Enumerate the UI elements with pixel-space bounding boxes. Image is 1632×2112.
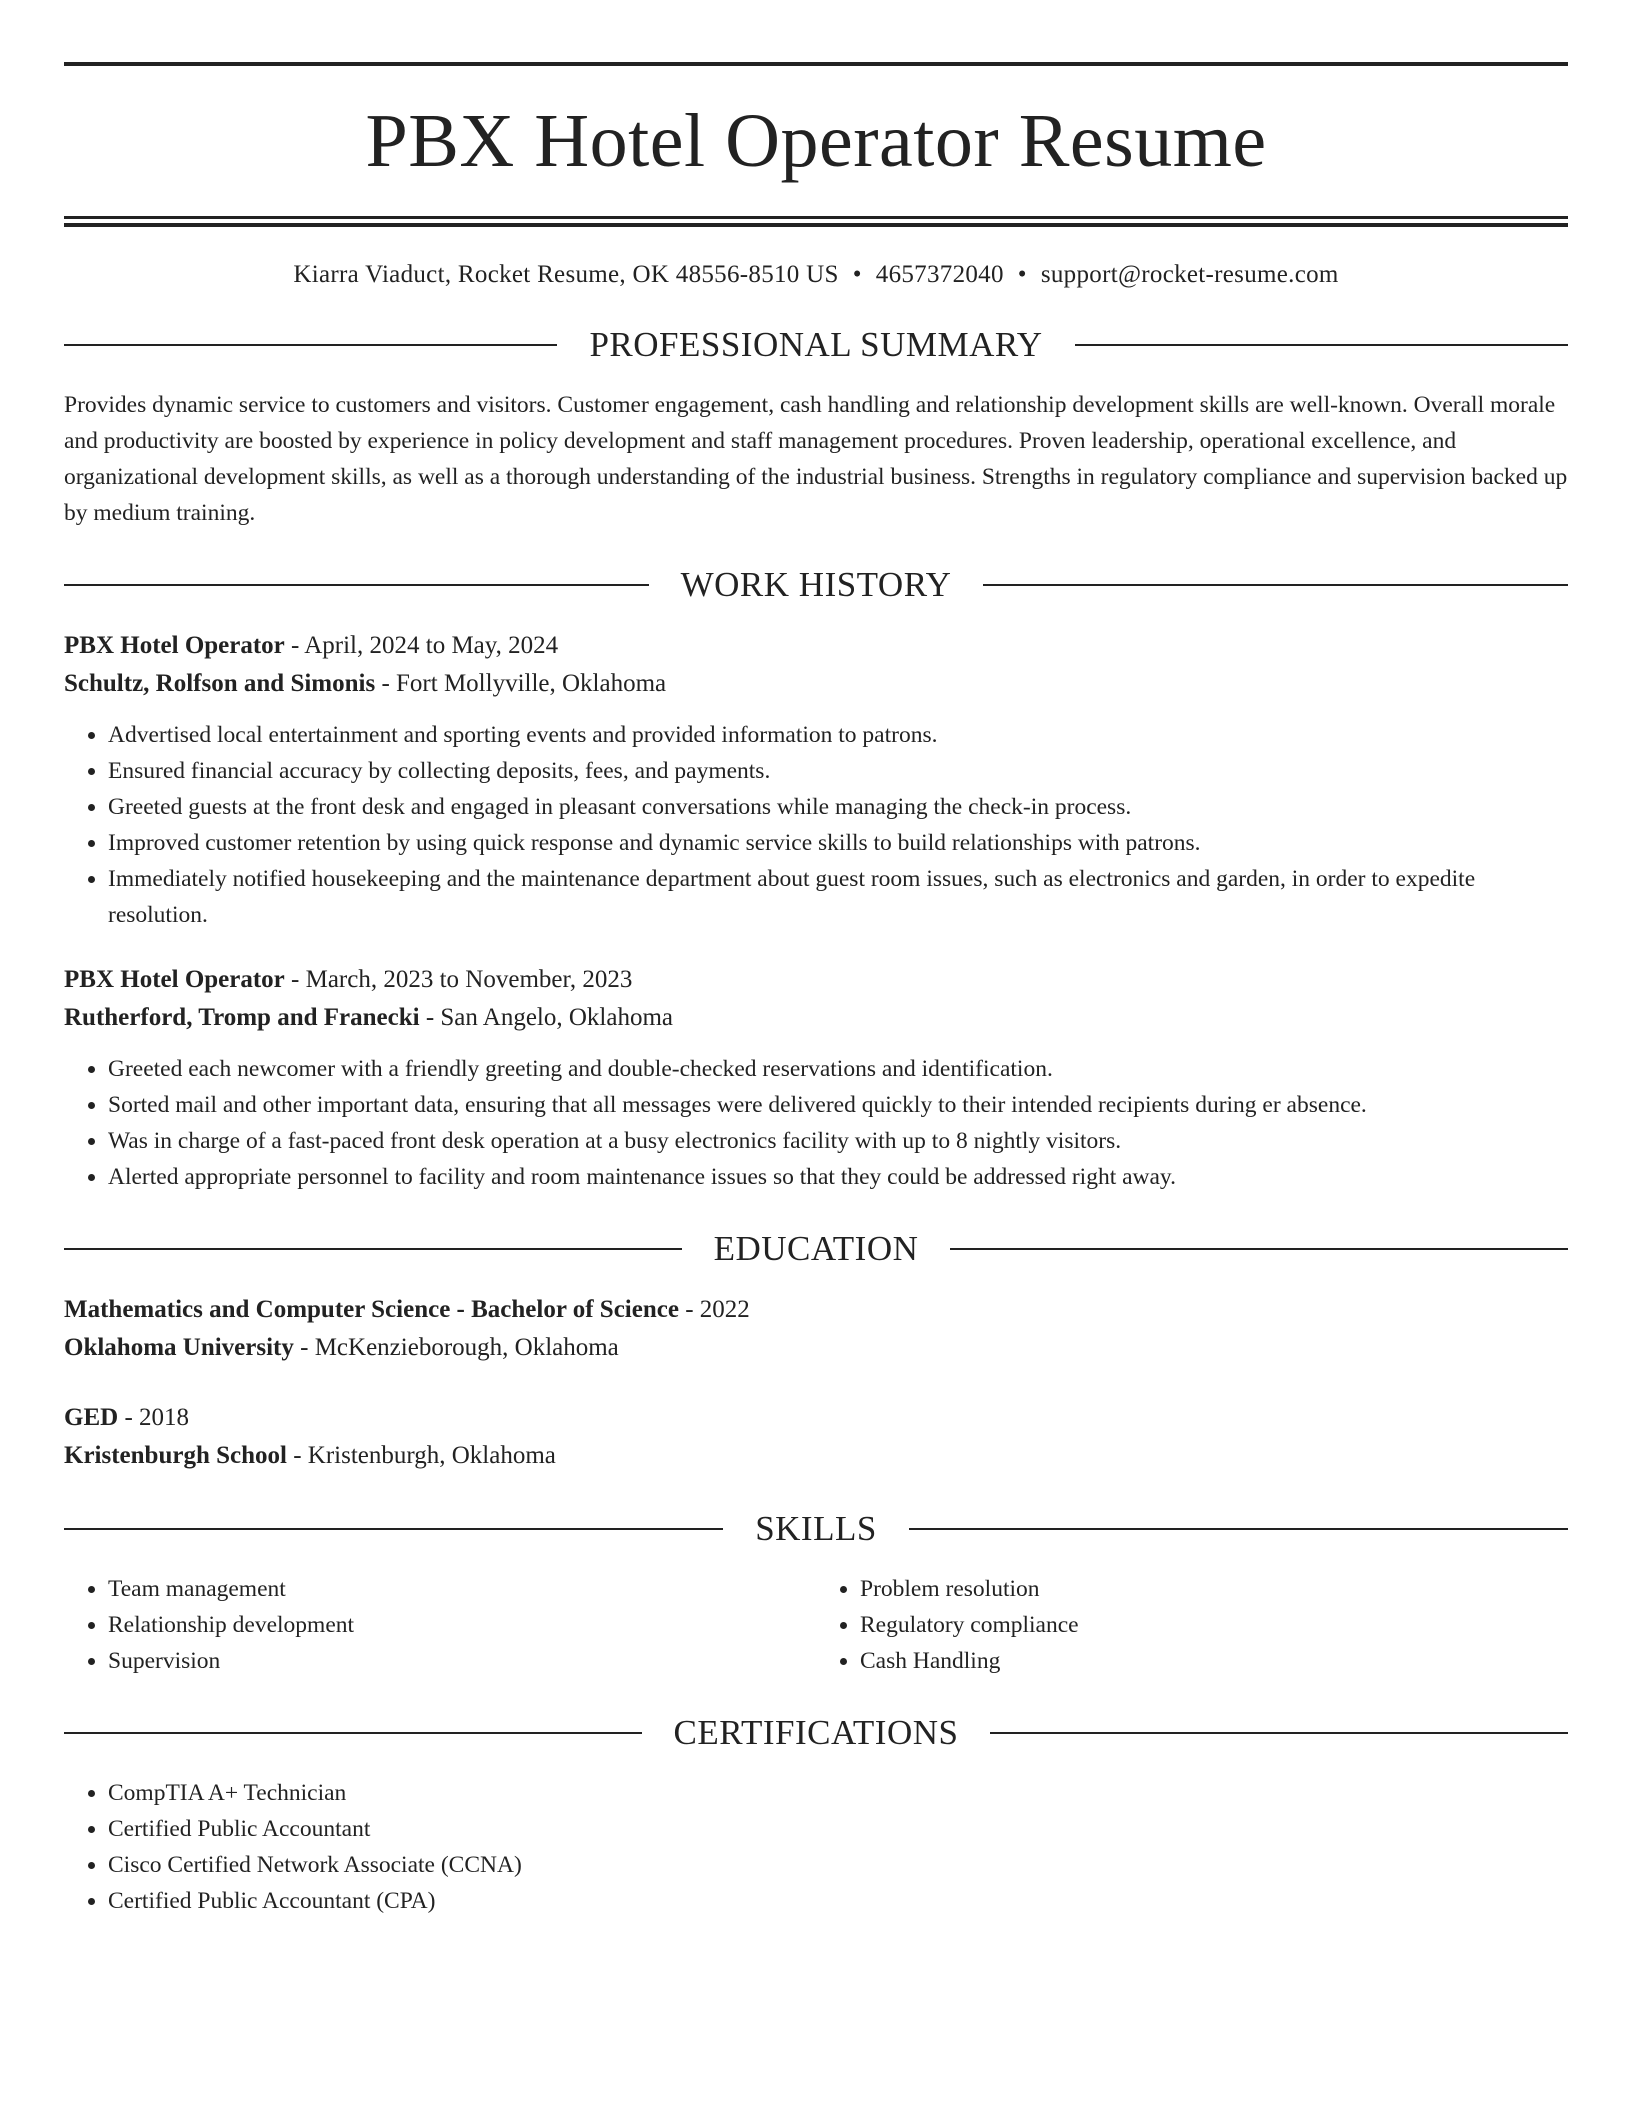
section-rule-left [64, 1732, 642, 1734]
education-degree: GED [64, 1404, 119, 1431]
education-entry [64, 1399, 1568, 1475]
contact-separator: • [852, 261, 862, 288]
job-entry [64, 627, 1568, 933]
section-title-education: EDUCATION [713, 1229, 919, 1268]
certification-item: • Certified Public Accountant [108, 1811, 1568, 1847]
section-title-work: WORK HISTORY [680, 565, 952, 604]
page-title: PBX Hotel Operator Resume [365, 99, 1267, 183]
job-location: - Fort Mollyville, Oklahoma [375, 670, 667, 697]
certification-item: • CompTIA A+ Technician [108, 1775, 1568, 1811]
section-title-skills: SKILLS [755, 1509, 877, 1548]
list-item: • Sorted mail and other important data, ensuring that all messages were delivered quickly to their intended recipients during er absence. [108, 1087, 1568, 1123]
skill-item: • Cash Handling [860, 1643, 1568, 1679]
job-dates: - March, 2023 to November, 2023 [284, 966, 633, 993]
job-title: PBX Hotel Operator [64, 632, 285, 659]
resume-page [64, 62, 1568, 1919]
title-double-rule [64, 216, 1568, 227]
section-header-skills [64, 1509, 1568, 1549]
section-header-work [64, 565, 1568, 605]
list-item: • Was in charge of a fast-paced front desk operation at a busy electronics facility with up to 8 nightly visitors. [108, 1123, 1568, 1159]
job-title-line [64, 627, 1568, 665]
certification-item: • Certified Public Accountant (CPA) [108, 1883, 1568, 1919]
job-dates: - April, 2024 to May, 2024 [284, 632, 559, 659]
education-school-line [64, 1437, 1568, 1475]
section-header-education [64, 1229, 1568, 1269]
education-degree-line [64, 1291, 1568, 1329]
list-item: • Greeted guests at the front desk and engaged in pleasant conversations while managing the check-in process. [108, 789, 1568, 825]
section-title-certifications: CERTIFICATIONS [673, 1713, 959, 1752]
skill-item: • Problem resolution [860, 1571, 1568, 1607]
job-company-line [64, 999, 1568, 1037]
skills-column-right [816, 1571, 1568, 1679]
education-school-line [64, 1329, 1568, 1367]
contact-phone: 4657372040 [875, 261, 1004, 288]
education-year: - 2018 [118, 1404, 190, 1431]
certification-item: • Cisco Certified Network Associate (CCNA) [108, 1847, 1568, 1883]
job-company: Rutherford, Tromp and Franecki [64, 1004, 420, 1031]
list-item: • Greeted each newcomer with a friendly greeting and double-checked reservations and identification. [108, 1051, 1568, 1087]
skill-item: • Team management [108, 1571, 816, 1607]
certifications-bullets [64, 1775, 1568, 1919]
section-rule-left [64, 344, 557, 346]
certifications-list [64, 1775, 1568, 1919]
section-rule-right [950, 1248, 1568, 1250]
section-rule-right [909, 1528, 1568, 1530]
section-rule-left [64, 584, 649, 586]
section-rule-right [1075, 344, 1568, 346]
section-rule-left [64, 1248, 682, 1250]
education-entry [64, 1291, 1568, 1367]
list-item: • Immediately notified housekeeping and the maintenance department about guest room issues, such as electronics and garden, in order to expedite resolution. [108, 861, 1568, 933]
contact-address: Kiarra Viaduct, Rocket Resume, OK 48556-8510 US [293, 261, 839, 288]
contact-line [64, 259, 1568, 291]
job-location: - San Angelo, Oklahoma [419, 1004, 674, 1031]
skills-column-left [64, 1571, 816, 1679]
education-school: Kristenburgh School [64, 1442, 287, 1469]
job-bullets [64, 1051, 1568, 1195]
skill-item: • Supervision [108, 1643, 816, 1679]
list-item: • Improved customer retention by using quick response and dynamic service skills to build relationships with patrons. [108, 825, 1568, 861]
job-title-line [64, 961, 1568, 999]
section-title-summary: PROFESSIONAL SUMMARY [589, 325, 1043, 364]
skills-list [64, 1571, 1568, 1679]
section-rule-right [990, 1732, 1568, 1734]
top-rule [64, 62, 1568, 66]
job-company: Schultz, Rolfson and Simonis [64, 670, 376, 697]
job-title: PBX Hotel Operator [64, 966, 285, 993]
skill-item: • Regulatory compliance [860, 1607, 1568, 1643]
section-header-summary [64, 325, 1568, 365]
contact-separator: • [1017, 261, 1027, 288]
job-bullets [64, 717, 1568, 933]
education-degree-line [64, 1399, 1568, 1437]
section-header-certifications [64, 1713, 1568, 1753]
job-company-line [64, 665, 1568, 703]
list-item: • Alerted appropriate personnel to facility and room maintenance issues so that they could be addressed right away. [108, 1159, 1568, 1195]
section-rule-left [64, 1528, 723, 1530]
list-item: • Advertised local entertainment and sporting events and provided information to patrons. [108, 717, 1568, 753]
education-school: Oklahoma University [64, 1334, 294, 1361]
section-rule-right [983, 584, 1568, 586]
education-location: - McKenzieborough, Oklahoma [293, 1334, 619, 1361]
skill-item: • Relationship development [108, 1607, 816, 1643]
job-entry [64, 961, 1568, 1195]
education-location: - Kristenburgh, Oklahoma [286, 1442, 556, 1469]
education-year: - 2022 [678, 1296, 750, 1323]
contact-email: support@rocket-resume.com [1040, 261, 1339, 288]
education-degree: Mathematics and Computer Science - Bachelor of Science [64, 1296, 679, 1323]
list-item: • Ensured financial accuracy by collecting deposits, fees, and payments. [108, 753, 1568, 789]
summary-text: Provides dynamic service to customers and visitors. Customer engagement, cash handling and relationship development skills are well-known. Overall morale and productivity are boosted by experience in policy development and staff management procedures. Proven leadership, operational excellence, and organizational development skills, as well as a thorough understanding of the industrial business. Strengths in regulatory compliance and supervision backed up by medium training. [64, 392, 1568, 526]
